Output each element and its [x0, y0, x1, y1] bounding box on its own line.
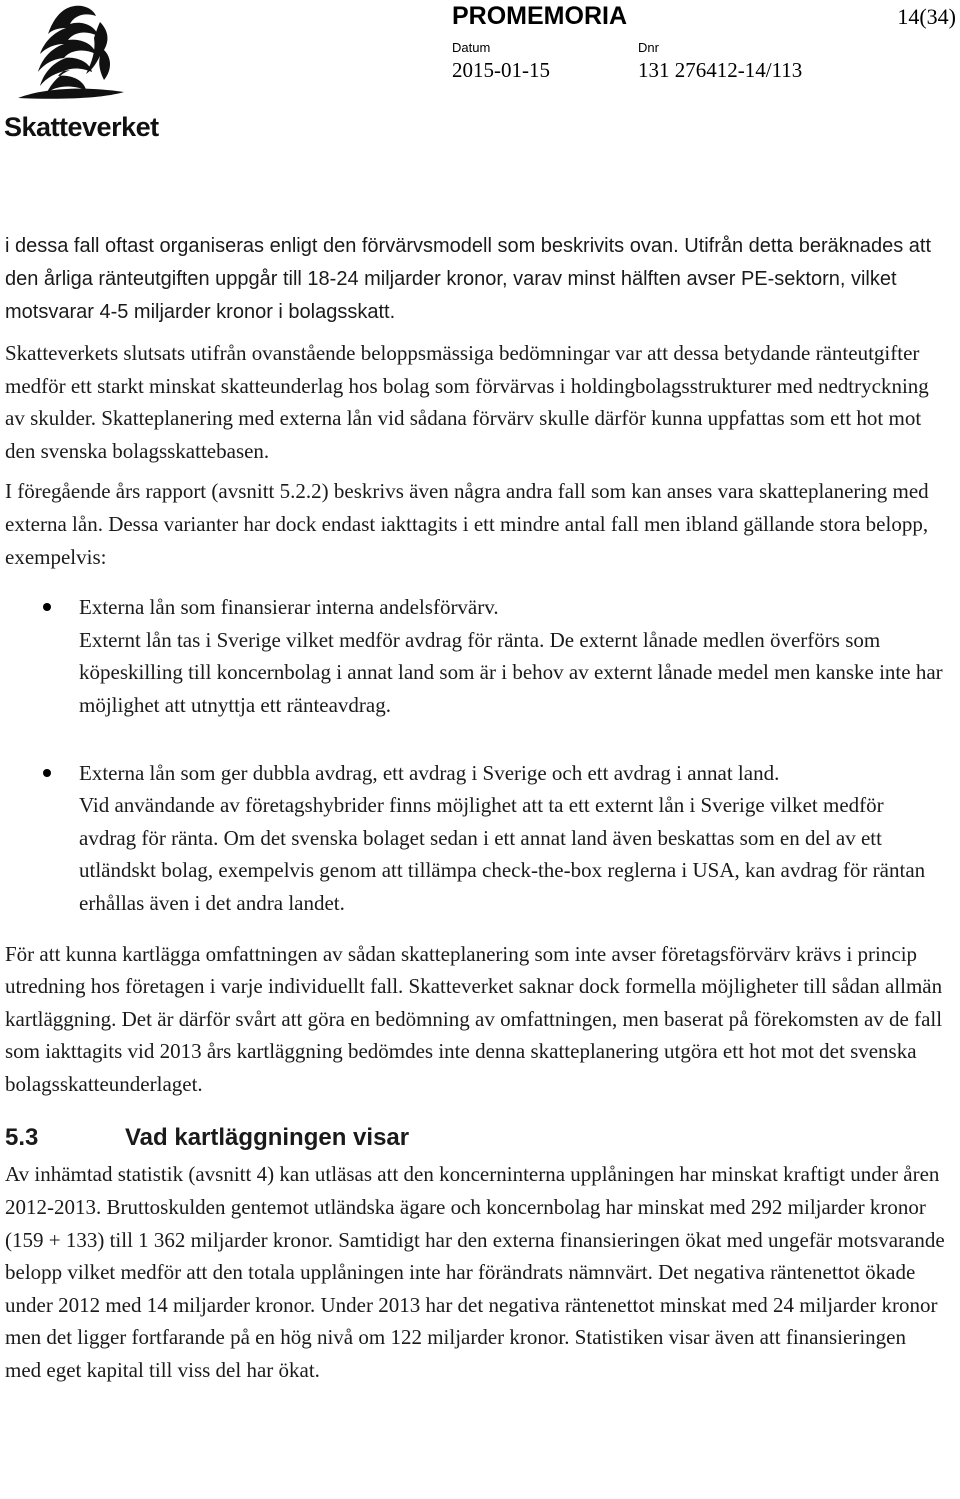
bullet-icon [43, 769, 51, 777]
document-body [5, 230, 945, 1387]
section-title: Vad kartläggningen visar [125, 1124, 410, 1152]
page-number: 14(34) [897, 4, 956, 29]
example-list [5, 591, 945, 919]
dnr-label: Dnr [638, 40, 659, 55]
paragraph-mapping: För att kunna kartlägga omfattningen av sådan skatteplanering som inte avser företagsförvärv krävs i princip utredning hos företagen i varje individuellt fall. Skatteverket saknar dock formella möjligheter till sådan allmän kartläggning. Det är därför svårt att göra en bedömning av omfattningen, men baserat på förekomsten av de fall som iakttagits vid 2013 års kartläggning bedömdes inte denna skatteplanering utgöra ett hot mot det svenska bolagsskatteunderlaget. [5, 941, 943, 1096]
list-item [5, 591, 945, 721]
list-item-text: Vid användande av företagshybrider finns möjlighet att ta ett externt lån i Sverige vilket medför avdrag för ränta. Om det svenska bolaget sedan i ett annat land även beskattas som en del av ett utländskt bolag, exempelvis genom att tillämpa check-the-box reglerna i USA, kan avdrag för räntan erhållas även i det andra landet. [79, 793, 926, 915]
date-value: 2015-01-15 [452, 58, 550, 82]
logo-wordmark: Skatteverket [4, 112, 159, 142]
bullet-icon [43, 603, 51, 611]
skatteverket-logo [4, 2, 159, 142]
section-heading [5, 1118, 945, 1158]
list-item-title: Externa lån som ger dubbla avdrag, ett avdrag i Sverige och ett avdrag i annat land. [79, 760, 780, 785]
document-type-title: PROMEMORIA [452, 2, 627, 30]
list-item-title: Externa lån som finansierar interna andelsförvärv. [79, 595, 499, 620]
list-item-text: Externt lån tas i Sverige vilket medför avdrag för ränta. De externt lånade medlen överförs som köpeskilling till koncernbolag i annat land som är i behov av externt lånade medel men kanske inte har möjlighet att utnyttja ett ränteavdrag. [79, 627, 943, 717]
paragraph-conclusion: Skatteverkets slutsats utifrån ovanstående beloppsmässiga bedömningar var att dessa betydande ränteutgifter medför ett starkt minskat skatteunderlag hos bolag som förvärvas i holdingbolagsstrukturer med nedtryckning av skulder. Skatteplanering med externa lån vid sådana förvärv skulle därför kunna uppfattas som ett hot mot den svenska bolagsskattebasen. [5, 341, 929, 463]
dnr-value: 131 276412-14/113 [638, 58, 803, 82]
paragraph-intro: i dessa fall oftast organiseras enligt den förvärvsmodell som beskrivits ovan. Utifrån detta beräknades att den årliga ränteutgiften uppgår till 18-24 miljarder kronor, varav minst hälften avser PE-sektorn, vilket motsvarar 4-5 miljarder kronor i bolagsskatt. [5, 235, 932, 323]
list-item [5, 757, 945, 920]
date-label: Datum [452, 40, 491, 55]
paragraph-previous-report: I föregående års rapport (avsnitt 5.2.2) beskrivs även några andra fall som kan anses vara skatteplanering med externa lån. Dessa varianter har dock endast iakttagits i ett mindre antal fall men ibland gällande stora belopp, exempelvis: [5, 479, 929, 569]
paragraph-statistics: Av inhämtad statistik (avsnitt 4) kan utläsas att den koncerninterna upplåningen har minskat kraftigt under åren 2012-2013. Bruttoskulden gentemot utländska ägare och koncernbolag har minskat med 292 miljarder kronor (159 + 133) till 1 362 miljarder kronor. Samtidigt har den externa finansieringen ökat med ungefär motsvarande belopp vilket medför att den totala upplåningen inte har förändrats nämnvärt. Det negativa räntenettot ökade under 2012 med 14 miljarder kronor. Under 2013 har det negativa räntenettot minskat med 24 miljarder kronor men det ligger fortfarande på en hög nivå om 122 miljarder kronor. Statistiken visar även att finansieringen med eget kapital till viss del har ökat. [5, 1162, 945, 1383]
section-number: 5.3 [5, 1124, 39, 1152]
crown-emblem-icon [4, 2, 156, 114]
